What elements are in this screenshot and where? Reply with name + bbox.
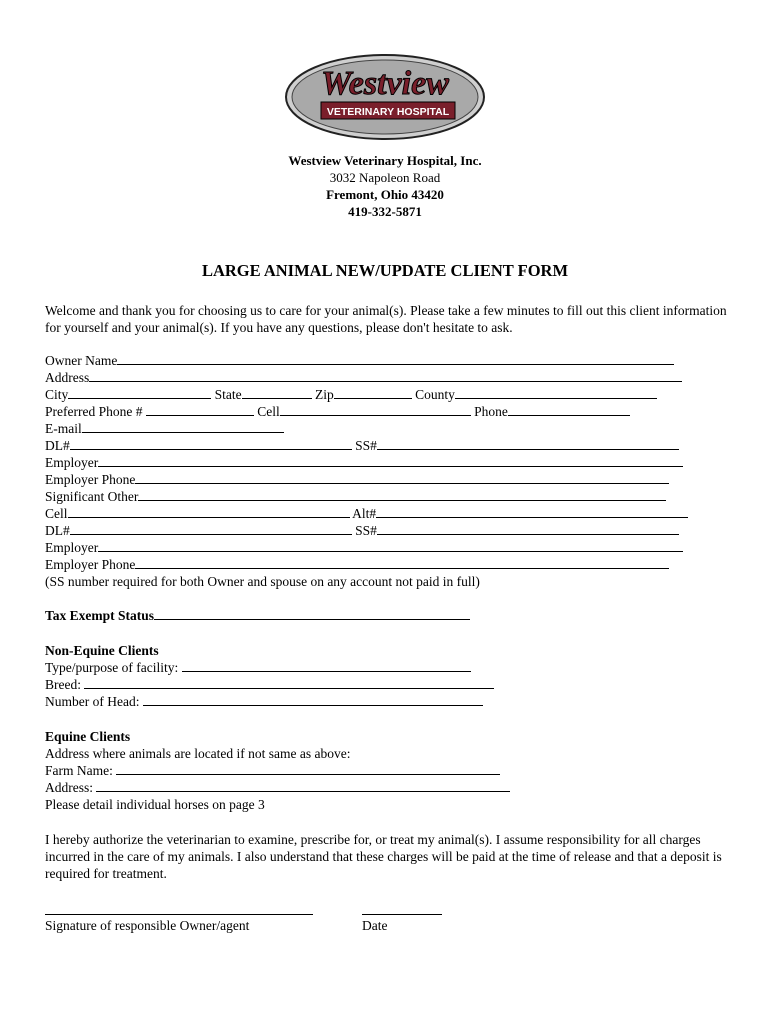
svg-text:VETERINARY HOSPITAL: VETERINARY HOSPITAL (326, 106, 450, 118)
date-line[interactable] (362, 913, 442, 915)
city-row (45, 386, 657, 403)
spouse-employer-field[interactable] (98, 539, 683, 552)
employer-field[interactable] (98, 454, 683, 467)
spouse-cell-label: Cell (45, 506, 68, 521)
signature-label: Signature of responsible Owner/agent (45, 918, 250, 933)
state-field[interactable] (242, 386, 312, 399)
alt-label: Alt# (352, 506, 377, 521)
spouse-employer-row (45, 539, 683, 556)
employer-phone-label: Employer Phone (45, 472, 136, 487)
authorization-text: I hereby authorize the veterinarian to examine, prescribe for, or treat my animal(s). I assume responsibility for all charges incurred in the care of my animals. I also understand that these charges will be paid at the time of release and that a deposit is required for treatment. (45, 832, 722, 881)
spouse-employer-phone-field[interactable] (135, 556, 669, 569)
significant-other-label: Significant Other (45, 489, 139, 504)
svg-text:Westview: Westview (321, 65, 449, 102)
head-count-label: Number of Head: (45, 694, 140, 709)
spouse-ss-field[interactable] (377, 522, 679, 535)
spouse-employer-phone-row (45, 556, 669, 573)
facility-type-field[interactable] (182, 659, 471, 672)
owner-name-label: Owner Name (45, 353, 118, 368)
dl-label: DL# (45, 438, 70, 453)
employer-label: Employer (45, 455, 99, 470)
employer-phone-field[interactable] (135, 471, 669, 484)
cell-field[interactable] (280, 403, 471, 416)
spouse-employer-label: Employer (45, 540, 99, 555)
intro-text: Welcome and thank you for choosing us to care for your animal(s). Please take a few minutes to fill out this client information for yourself and your animal(s). If you have any questions, please don't hesitate to ask. (45, 303, 727, 335)
significant-other-field[interactable] (138, 488, 666, 501)
farm-address-label: Address: (45, 780, 93, 795)
owner-name-row (45, 352, 674, 369)
hospital-city: Fremont, Ohio 43420 (326, 187, 444, 202)
address-field[interactable] (89, 369, 682, 382)
spouse-dl-row (45, 522, 679, 539)
city-label: City (45, 387, 69, 402)
cell-label: Cell (257, 404, 280, 419)
breed-field[interactable] (84, 676, 494, 689)
city-field[interactable] (68, 386, 211, 399)
spouse-dl-label: DL# (45, 523, 70, 538)
zip-label: Zip (315, 387, 334, 402)
spouse-dl-field[interactable] (70, 522, 352, 535)
form-title: LARGE ANIMAL NEW/UPDATE CLIENT FORM (201, 261, 569, 280)
spouse-ss-label: SS# (355, 523, 377, 538)
county-field[interactable] (455, 386, 657, 399)
phone-field[interactable] (508, 403, 630, 416)
state-label: State (214, 387, 242, 402)
phone-label: Phone (474, 404, 508, 419)
employer-phone-row (45, 471, 669, 488)
preferred-phone-label: Preferred Phone # (45, 404, 143, 419)
equine-heading: Equine Clients (45, 729, 131, 744)
spouse-cell-field[interactable] (68, 505, 350, 518)
farm-name-row (45, 762, 500, 779)
email-label: E-mail (45, 421, 82, 436)
tax-exempt-label: Tax Exempt Status (45, 608, 155, 623)
employer-row (45, 454, 683, 471)
farm-name-label: Farm Name: (45, 763, 113, 778)
farm-name-field[interactable] (116, 762, 500, 775)
dl-row (45, 437, 679, 454)
email-row (45, 420, 284, 437)
facility-type-row (45, 659, 471, 676)
address-row (45, 369, 682, 386)
email-field[interactable] (82, 420, 284, 433)
ss-note: (SS number required for both Owner and spouse on any account not paid in full) (45, 574, 480, 589)
ss-label: SS# (355, 438, 377, 453)
county-label: County (415, 387, 455, 402)
spouse-employer-phone-label: Employer Phone (45, 557, 136, 572)
owner-name-field[interactable] (117, 352, 674, 365)
tax-exempt-field[interactable] (154, 607, 470, 620)
head-count-row (45, 693, 483, 710)
farm-address-row (45, 779, 510, 796)
hospital-name: Westview Veterinary Hospital, Inc. (288, 153, 482, 168)
ss-field[interactable] (377, 437, 679, 450)
date-label: Date (362, 918, 388, 933)
westview-logo (283, 52, 487, 142)
dl-field[interactable] (70, 437, 352, 450)
spouse-cell-row (45, 505, 688, 522)
signature-line[interactable] (45, 913, 313, 915)
equine-location-note: Address where animals are located if not same as above: (45, 746, 351, 761)
farm-address-field[interactable] (96, 779, 510, 792)
non-equine-heading: Non-Equine Clients (45, 643, 159, 658)
breed-label: Breed: (45, 677, 81, 692)
hospital-street: 3032 Napoleon Road (329, 170, 441, 185)
alt-field[interactable] (376, 505, 688, 518)
preferred-phone-field[interactable] (146, 403, 254, 416)
head-count-field[interactable] (143, 693, 483, 706)
horse-detail-note: Please detail individual horses on page 3 (45, 797, 265, 812)
zip-field[interactable] (334, 386, 412, 399)
hospital-phone: 419-332-5871 (348, 204, 422, 219)
address-label: Address (45, 370, 90, 385)
facility-type-label: Type/purpose of facility: (45, 660, 179, 675)
phone-row (45, 403, 630, 420)
tax-exempt-row (45, 607, 470, 624)
breed-row (45, 676, 494, 693)
significant-other-row (45, 488, 666, 505)
